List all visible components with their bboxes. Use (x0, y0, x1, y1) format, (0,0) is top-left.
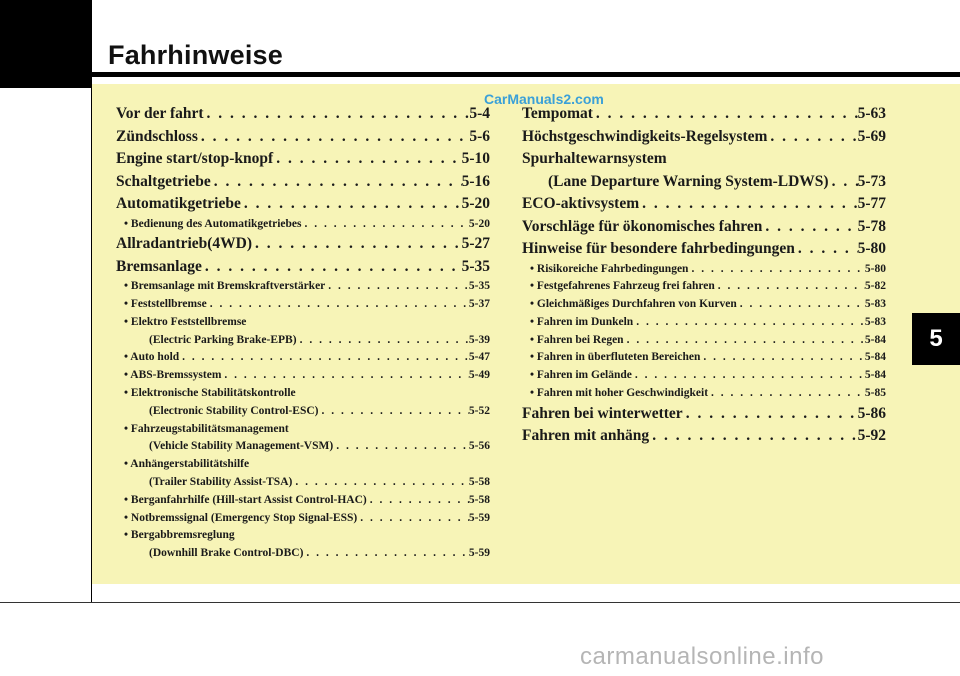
toc-entry-label: • Fahren mit hoher Geschwindigkeit (530, 387, 709, 400)
toc-dot-leader (319, 403, 469, 421)
toc-entry-label: • Berganfahrhilfe (Hill-start Assist Control-HAC) (124, 493, 367, 506)
toc-entry[interactable] (116, 216, 490, 234)
toc-entry[interactable] (116, 126, 490, 149)
toc-entry[interactable] (522, 367, 886, 385)
toc-entry-page: 5-77 (857, 195, 886, 212)
toc-left-column (116, 103, 490, 563)
toc-dot-leader (207, 296, 469, 314)
toc-entry[interactable] (116, 296, 490, 314)
toc-entry[interactable] (522, 216, 886, 239)
toc-entry-label: • Feststellbremse (124, 298, 207, 311)
toc-entry-label: • Notbremssignal (Emergency Stop Signal-ESS) (124, 511, 358, 524)
toc-entry-label: Fahren mit anhäng (522, 427, 650, 445)
toc-dot-leader (302, 216, 469, 234)
toc-entry-page: 5-85 (864, 387, 886, 400)
toc-entry-page: 5-58 (468, 493, 490, 506)
toc-entry-page: 5-59 (468, 547, 490, 560)
toc-entry[interactable] (116, 233, 490, 256)
toc-dot-leader (829, 171, 858, 194)
toc-entry[interactable] (116, 510, 490, 528)
toc-entry-label: • Fahren im Dunkeln (530, 315, 634, 328)
toc-entry[interactable] (522, 332, 886, 350)
watermark-bottom: carmanualsonline.info (580, 643, 824, 670)
toc-dot-leader (639, 193, 857, 216)
toc-entry-heading[interactable]: • Fahrzeugstabilitätsmanagement (124, 422, 289, 435)
toc-entry-label: Höchstgeschwindigkeits-Regelsystem (522, 127, 768, 145)
title-rule (91, 72, 960, 77)
toc-entry-heading[interactable]: • Anhängerstabilitätshilfe (124, 458, 250, 471)
toc-dot-leader (357, 510, 469, 528)
toc-entry-label: Tempomat (522, 105, 593, 122)
toc-dot-leader (367, 492, 469, 510)
toc-entry-page: 5-80 (864, 262, 886, 275)
toc-dot-leader (211, 171, 462, 194)
toc-entry-label: Bremsanlage (116, 257, 202, 275)
toc-dot-leader (198, 126, 469, 149)
toc-dot-leader (632, 367, 865, 385)
toc-entry-label: ECO-aktivsystem (522, 195, 640, 212)
toc-entry[interactable] (522, 296, 886, 314)
toc-entry-page: 5-20 (461, 195, 490, 212)
toc-entry-page: 5-58 (468, 476, 490, 489)
toc-entry-page: 5-20 (468, 217, 490, 230)
toc-entry-label: (Lane Departure Warning System-LDWS) (548, 172, 829, 190)
toc-dot-leader (221, 367, 468, 385)
toc-entry[interactable] (116, 545, 490, 563)
toc-entry-label: Automatikgetriebe (116, 195, 241, 212)
toc-entry-page: 5-84 (864, 351, 886, 364)
toc-entry[interactable] (522, 261, 886, 279)
toc-entry-page: 5-84 (864, 369, 886, 382)
toc-entry-page: 5-47 (468, 351, 490, 364)
toc-entry-label: (Electric Parking Brake-EPB) (149, 333, 297, 346)
toc-entry-page: 5-52 (468, 404, 490, 417)
toc-entry-label: (Vehicle Stability Management-VSM) (149, 440, 334, 453)
toc-entry-page: 5-86 (857, 404, 886, 422)
chapter-tab[interactable]: 5 (912, 313, 960, 365)
toc-entry[interactable] (522, 193, 886, 216)
toc-dot-leader (762, 216, 857, 239)
toc-entry[interactable] (116, 492, 490, 510)
toc-entry[interactable] (116, 171, 490, 194)
toc-entry-label: Engine start/stop-knopf (116, 150, 274, 167)
toc-entry[interactable] (116, 193, 490, 216)
toc-dot-leader (325, 278, 469, 296)
toc-dot-leader (273, 148, 461, 171)
toc-dot-leader (700, 349, 865, 367)
toc-entry-page: 5-35 (468, 280, 490, 293)
toc-entry-label: (Electronic Stability Control-ESC) (149, 404, 319, 417)
page-title: Fahrhinweise (108, 40, 283, 70)
toc-entry-page: 5-84 (864, 333, 886, 346)
toc-entry-page: 5-37 (468, 298, 490, 311)
toc-entry[interactable] (522, 403, 886, 426)
toc-dot-leader (202, 256, 462, 279)
toc-entry-page: 5-73 (857, 172, 886, 190)
toc-entry-label: Hinweise für besondere fahrbedingungen (522, 240, 795, 257)
toc-entry-label: • Bedienung des Automatikgetriebes (124, 217, 302, 230)
toc-entry-heading[interactable]: • Elektro Feststellbremse (124, 315, 247, 328)
toc-entry-label: • Fahren im Gelände (530, 369, 632, 382)
toc-entry-label: • Festgefahrenes Fahrzeug frei fahren (530, 280, 715, 293)
toc-entry-label: (Downhill Brake Control-DBC) (149, 547, 304, 560)
toc-entry[interactable] (116, 103, 490, 126)
toc-entry-label: • Risikoreiche Fahrbedingungen (530, 262, 689, 275)
toc-dot-leader (241, 193, 462, 216)
toc-entry[interactable] (522, 238, 886, 261)
toc-entry-page: 5-6 (469, 127, 490, 145)
toc-entry-label: • ABS-Bremssystem (124, 369, 222, 382)
toc-entry[interactable] (116, 256, 490, 279)
toc-entry-label: • Fahren bei Regen (530, 333, 624, 346)
toc-entry-label: • Auto hold (124, 351, 180, 364)
toc-dot-leader (333, 438, 469, 456)
toc-entry[interactable] (116, 349, 490, 367)
toc-dot-leader (303, 545, 469, 563)
toc-dot-leader (593, 103, 858, 126)
toc-entry[interactable] (522, 171, 886, 194)
toc-entry-page: 5-63 (857, 105, 886, 122)
toc-entry-page: 5-4 (469, 105, 490, 122)
toc-dot-leader (683, 403, 858, 426)
toc-entry[interactable] (116, 367, 490, 385)
toc-entry-page: 5-69 (857, 127, 886, 145)
toc-entry-label: • Fahren in überfluteten Bereichen (530, 351, 701, 364)
toc-entry-label: • Gleichmäßiges Durchfahren von Kurven (530, 298, 737, 311)
toc-entry-page: 5-39 (468, 333, 490, 346)
toc-entry-heading[interactable]: • Bergabbremsreglung (124, 529, 235, 542)
toc-dot-leader (708, 385, 865, 403)
toc-dot-leader (767, 126, 857, 149)
toc-entry-label: Vor der fahrt (116, 105, 204, 122)
toc-entry[interactable] (522, 425, 886, 448)
toc-dot-leader (297, 332, 469, 350)
toc-dot-leader (179, 349, 469, 367)
toc-entry[interactable] (116, 332, 490, 350)
footer-line (0, 602, 960, 603)
toc-entry-page: 5-78 (857, 217, 886, 235)
toc-dot-leader (292, 474, 469, 492)
toc-entry-page: 5-16 (461, 172, 490, 190)
toc-entry-page: 5-35 (461, 257, 490, 275)
corner-block (0, 0, 91, 88)
toc-dot-leader (688, 261, 864, 279)
toc-entry-page: 5-83 (864, 315, 886, 328)
toc-entry-label: Allradantrieb(4WD) (116, 235, 253, 253)
toc-entry-label: Fahren bei winterwetter (522, 404, 683, 422)
toc-entry[interactable] (522, 314, 886, 332)
toc-entry-label: Schaltgetriebe (116, 172, 211, 190)
toc-right-column (522, 103, 886, 448)
toc-dot-leader (649, 425, 857, 448)
toc-dot-leader (204, 103, 470, 126)
toc-entry[interactable] (116, 438, 490, 456)
toc-entry-heading[interactable]: • Elektronische Stabilitätskontrolle (124, 387, 296, 400)
toc-entry[interactable] (116, 474, 490, 492)
toc-dot-leader (624, 332, 865, 350)
toc-dot-leader (715, 278, 865, 296)
toc-entry-page: 5-82 (864, 280, 886, 293)
toc-entry-label: • Bremsanlage mit Bremskraftverstärker (124, 280, 326, 293)
toc-dot-leader (737, 296, 865, 314)
toc-entry-label: Vorschläge für ökonomisches fahren (522, 217, 763, 235)
toc-entry[interactable] (522, 278, 886, 296)
toc-entry-page: 5-59 (468, 511, 490, 524)
toc-entry[interactable] (522, 126, 886, 149)
toc-entry-page: 5-92 (857, 427, 886, 445)
toc-dot-leader (795, 238, 858, 261)
toc-entry-page: 5-80 (857, 240, 886, 257)
toc-entry-page: 5-83 (864, 298, 886, 311)
toc-entry[interactable] (522, 385, 886, 403)
toc-entry-page: 5-27 (461, 235, 490, 253)
toc-dot-leader (633, 314, 865, 332)
watermark-top: CarManuals2.com (484, 91, 604, 107)
toc-dot-leader (252, 233, 462, 256)
toc-entry-page: 5-56 (468, 440, 490, 453)
toc-entry-heading[interactable]: Spurhaltewarnsystem (522, 150, 667, 167)
toc-entry[interactable] (116, 403, 490, 421)
toc-entry[interactable] (522, 349, 886, 367)
toc-entry-page: 5-49 (468, 369, 490, 382)
toc-entry-label: Zündschloss (116, 127, 198, 145)
toc-entry-page: 5-10 (461, 150, 490, 167)
toc-entry-label: (Trailer Stability Assist-TSA) (149, 476, 293, 489)
toc-entry[interactable] (116, 148, 490, 171)
toc-entry[interactable] (116, 278, 490, 296)
